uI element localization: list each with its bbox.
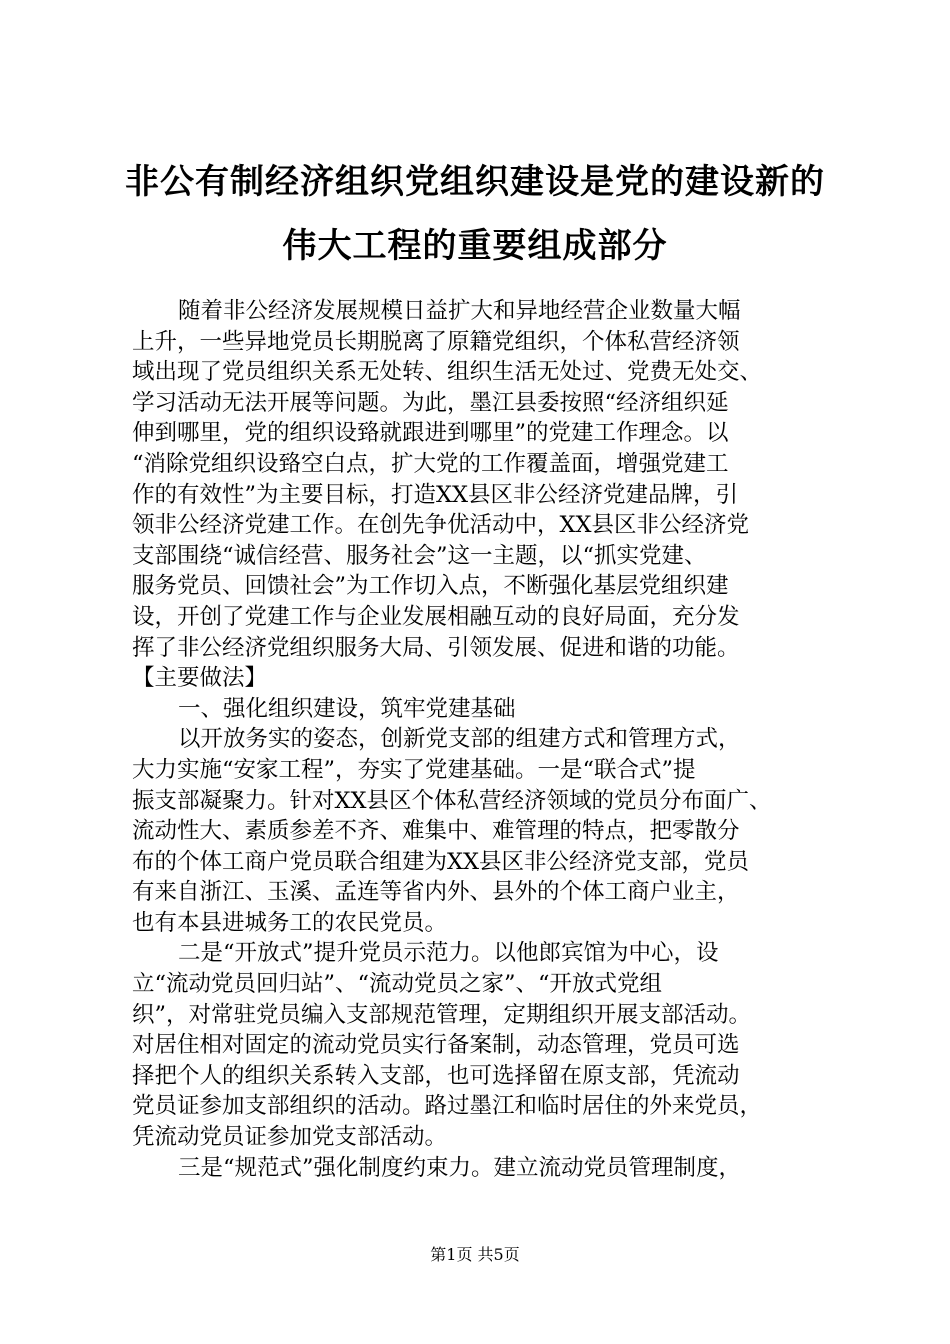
body-line: 织”，对常驻党员编入支部规范管理，定期组织开展支部活动。: [132, 1001, 752, 1028]
body-line: 流动性大、素质参差不齐、难集中、难管理的特点，把零散分: [132, 818, 740, 845]
section-heading: 【主要做法】: [132, 665, 268, 692]
body-line: 伸到哪里，党的组织设臵就跟进到哪里”的党建工作理念。以: [132, 420, 729, 447]
body-line: 以开放务实的姿态，创新党支部的组建方式和管理方式，: [178, 726, 741, 753]
body-line: 学习活动无法开展等问题。为此，墨江县委按照“经济组织延: [132, 389, 729, 416]
body-line: 党员证参加支部组织的活动。路过墨江和临时居住的外来党员，: [132, 1093, 763, 1120]
body-line: 领非公经济党建工作。在创先争优活动中，XX县区非公经济党: [132, 512, 750, 539]
body-line: 支部围绕“诚信经营、服务社会”这一主题，以“抓实党建、: [132, 542, 707, 569]
body-line: 设，开创了党建工作与企业发展相融互动的良好局面，充分发: [132, 603, 740, 630]
body-line: 随着非公经济发展规模日益扩大和异地经营企业数量大幅: [178, 298, 741, 324]
page-footer: 第1页 共5页: [430, 1245, 520, 1264]
body-line: “消除党组织设臵空白点，扩大党的工作覆盖面，增强党建工: [132, 450, 729, 477]
document-body: [132, 296, 862, 1183]
document-title-line-1: 非公有制经济组织党组织建设是党的建设新的: [125, 162, 825, 202]
body-line: 对居住相对固定的流动党员实行备案制，动态管理，党员可选: [132, 1032, 740, 1059]
body-line: 二是“开放式”提升党员示范力。以他郎宾馆为中心，设: [178, 940, 719, 967]
body-line: 大力实施“安家工程”，夯实了党建基础。一是“联合式”提: [132, 756, 696, 783]
body-line: 有来自浙江、玉溪、孟连等省内外、县外的个体工商户业主，: [132, 879, 740, 906]
body-line: 挥了非公经济党组织服务大局、引领发展、促进和谐的功能。: [132, 634, 740, 661]
body-line: 服务党员、回馈社会”为工作切入点，不断强化基层党组织建: [132, 573, 729, 600]
body-line: 择把个人的组织关系转入支部，也可选择留在原支部，凭流动: [132, 1062, 740, 1089]
body-line: 布的个体工商户党员联合组建为XX县区非公经济党支部，党员: [132, 848, 750, 875]
subsection-heading: 一、强化组织建设，筑牢党建基础: [178, 695, 516, 722]
body-line: 作的有效性”为主要目标，打造XX县区非公经济党建品牌，引: [132, 481, 739, 508]
body-line: 域出现了党员组织关系无处转、组织生活无处过、党费无处交、: [132, 359, 763, 386]
body-line: 凭流动党员证参加党支部活动。: [132, 1124, 448, 1151]
body-line: 振支部凝聚力。针对XX县区个体私营经济领域的党员分布面广、: [132, 787, 772, 814]
body-line: 立“流动党员回归站”、“流动党员之家”、“开放式党组: [132, 971, 663, 998]
document-title-line-2: 伟大工程的重要组成部分: [282, 226, 668, 266]
body-line: 三是“规范式”强化制度约束力。建立流动党员管理制度，: [178, 1154, 742, 1181]
body-line: 也有本县进城务工的农民党员。: [132, 909, 448, 936]
body-line: 上升，一些异地党员长期脱离了原籍党组织，个体私营经济领: [132, 328, 740, 355]
